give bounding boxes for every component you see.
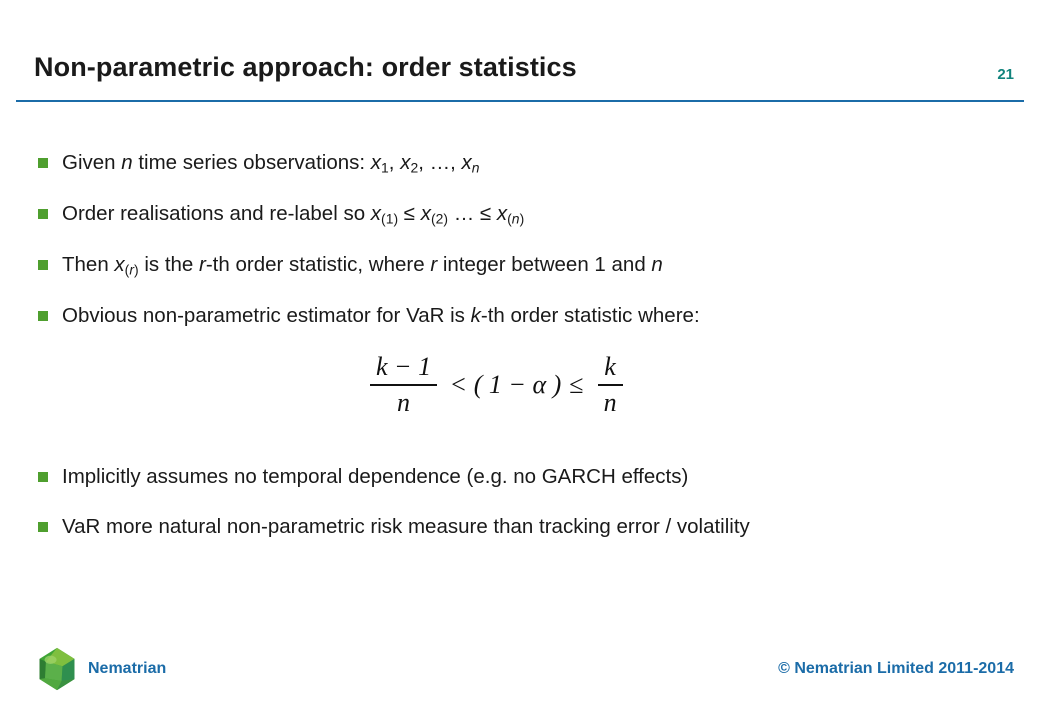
bullet-var-natural-measure (34, 514, 1004, 540)
less-than-or-equal-operator: ≤ (569, 370, 584, 400)
formula-order-statistic (34, 352, 1004, 438)
formula-expression (364, 352, 629, 418)
title-divider (16, 100, 1024, 102)
bullet-temporal-dependence (34, 464, 1004, 490)
bullet-square-icon (38, 260, 48, 270)
bullet-order-statistic (34, 252, 1004, 279)
nematrian-polyhedron-logo-icon (34, 646, 80, 692)
less-than-operator: < (451, 370, 466, 400)
bullet-square-icon (38, 158, 48, 168)
one-minus-alpha-expression: ( 1 − α ) (473, 370, 562, 400)
page-number: 21 (997, 66, 1014, 83)
footer-copyright: © Nematrian Limited 2011-2014 (778, 660, 1014, 677)
bullet-text: Order realisations and re-label so $x_{(1)} \le x_{(2)}$ … ≤ $x_{(n)}$ (62, 201, 525, 227)
bullet-text: Obvious non-parametric estimator for VaR is k-th order statistic where: (62, 303, 700, 327)
bullet-square-icon (38, 311, 48, 321)
bullet-order-realisations (34, 201, 1004, 228)
bullet-text: VaR more natural non-parametric risk measure than tracking error / volatility (62, 514, 750, 538)
bullet-text: Implicitly assumes no temporal dependence (e.g. no GARCH effects) (62, 465, 689, 489)
fraction-numerator: k − 1 (376, 352, 432, 382)
slide-content (34, 150, 1004, 564)
bullet-obvious-estimator (34, 303, 1004, 329)
footer-brand: Nematrian (88, 660, 167, 677)
bullet-text: Then $x_{(r)}$ is the r-th order statistic, where r integer between 1 and n (62, 252, 663, 278)
bullet-square-icon (38, 209, 48, 219)
bullet-square-icon (38, 522, 48, 532)
fraction-denominator: n (603, 388, 617, 418)
page-title: Non-parametric approach: order statistics (34, 52, 577, 82)
bullet-given-observations (34, 150, 1004, 177)
bullet-square-icon (38, 472, 48, 482)
fraction-k-minus-1-over-n (370, 352, 437, 418)
fraction-denominator: n (397, 388, 411, 418)
bullet-text: Given n time series observations: $x_1$, $x_2$, …, $x_n$ (62, 151, 480, 176)
fraction-k-over-n (598, 352, 623, 418)
fraction-numerator: k (604, 352, 616, 382)
